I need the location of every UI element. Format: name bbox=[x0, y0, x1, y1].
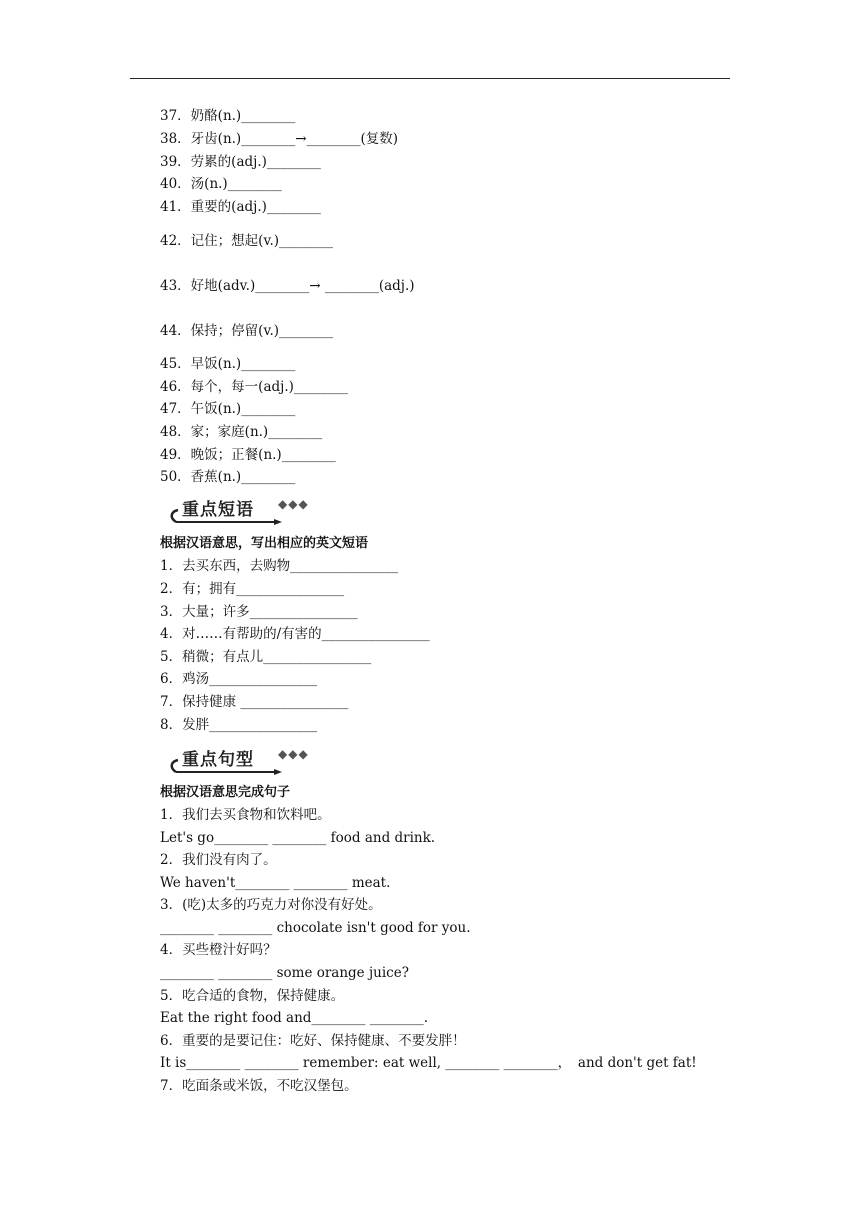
sentence-item: 3．(吃)太多的巧克力对你没有好处。 bbox=[160, 897, 382, 913]
section-banner-phrases bbox=[166, 492, 336, 526]
vocab-item: 50．香蕉(n.)________ bbox=[160, 469, 296, 485]
sentence-item: Let's go________ ________ food and drink. bbox=[160, 830, 436, 846]
phrase-item: 1．去买东西，去购物________________ bbox=[160, 558, 399, 574]
sentence-item: It is________ ________ remember: eat well, ________ ________， and don't get fat! bbox=[160, 1055, 697, 1071]
sentence-item: 7．吃面条或米饭，不吃汉堡包。 bbox=[160, 1078, 358, 1094]
sentence-item: 4．买些橙汁好吗？ bbox=[160, 942, 277, 958]
sentence-item: 6．重要的是要记住：吃好、保持健康、不要发胖！ bbox=[160, 1033, 466, 1049]
vocab-item: 42．记住；想起(v.)________ bbox=[160, 233, 334, 249]
sentence-item: 5．吃合适的食物，保持健康。 bbox=[160, 988, 345, 1004]
phrases-instruction: 根据汉语意思，写出相应的英文短语 bbox=[160, 536, 369, 551]
sentence-item: 1．我们去买食物和饮料吧。 bbox=[160, 807, 331, 823]
phrase-item: 7．保持健康 ________________ bbox=[160, 694, 349, 710]
phrase-item: 2．有；拥有________________ bbox=[160, 581, 345, 597]
vocab-item: 44．保持；停留(v.)________ bbox=[160, 323, 334, 339]
header-rule bbox=[130, 78, 730, 79]
sentences-instruction: 根据汉语意思完成句子 bbox=[160, 785, 291, 800]
diamond-icons: ◆◆◆ bbox=[278, 497, 309, 511]
phrase-item: 3．大量；许多________________ bbox=[160, 604, 358, 620]
vocab-item: 49．晚饭；正餐(n.)________ bbox=[160, 447, 336, 463]
sentence-item: 2．我们没有肉了。 bbox=[160, 852, 277, 868]
sentence-item: ________ ________ some orange juice? bbox=[160, 965, 409, 981]
sentence-item: Eat the right food and________ ________. bbox=[160, 1010, 428, 1026]
banner-title: 重点短语 bbox=[182, 500, 254, 520]
vocab-item: 41．重要的(adj.)________ bbox=[160, 199, 321, 215]
vocab-item: 48．家；家庭(n.)________ bbox=[160, 424, 323, 440]
vocab-item: 37．奶酪(n.)________ bbox=[160, 108, 296, 124]
vocab-item: 46．每个，每一(adj.)________ bbox=[160, 379, 348, 395]
diamond-icons: ◆◆◆ bbox=[278, 747, 309, 761]
vocab-item: 38．牙齿(n.)________→________(复数) bbox=[160, 131, 399, 147]
phrase-item: 8．发胖________________ bbox=[160, 717, 318, 733]
sentence-item: ________ ________ chocolate isn't good for you. bbox=[160, 920, 471, 936]
vocab-item: 45．早饭(n.)________ bbox=[160, 356, 296, 372]
vocab-item: 47．午饭(n.)________ bbox=[160, 401, 296, 417]
vocab-item: 39．劳累的(adj.)________ bbox=[160, 154, 321, 170]
section-banner-sentences bbox=[166, 742, 336, 776]
banner-title: 重点句型 bbox=[182, 750, 254, 770]
vocab-item: 40．汤(n.)________ bbox=[160, 176, 282, 192]
sentence-item: We haven't________ ________ meat. bbox=[160, 875, 391, 891]
phrase-item: 5．稍微；有点儿________________ bbox=[160, 649, 372, 665]
phrase-item: 4．对……有帮助的/有害的________________ bbox=[160, 626, 430, 642]
phrase-item: 6．鸡汤________________ bbox=[160, 671, 318, 687]
vocab-item: 43．好地(adv.)________→ ________(adj.) bbox=[160, 278, 415, 294]
